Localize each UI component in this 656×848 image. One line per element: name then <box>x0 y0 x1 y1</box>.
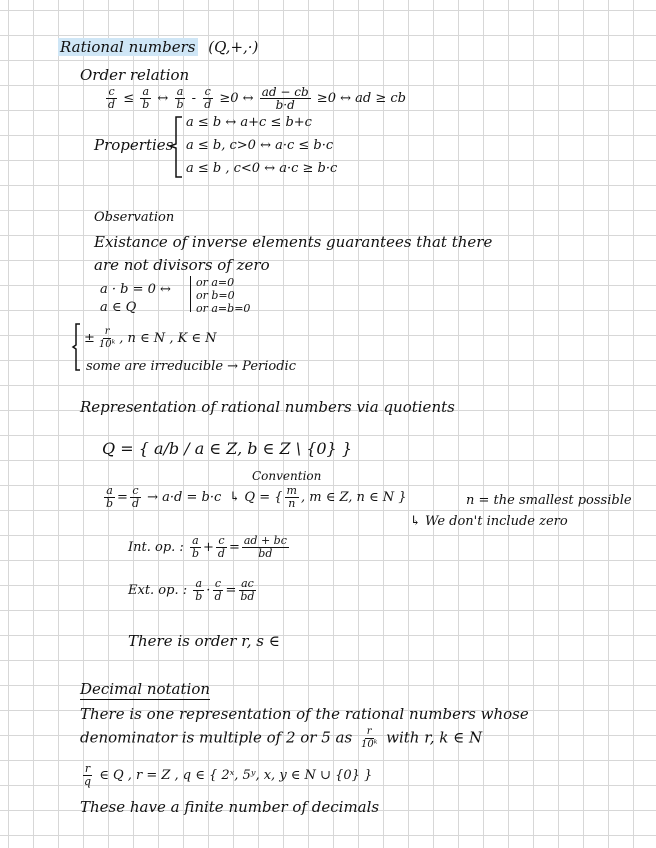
no-zero-note: ↳ We don't include zero <box>410 514 568 529</box>
decimal-line-2: denominator is multiple of 2 or 5 as $\frac{r}{\text{10ᵏ}}$ with r, k ∈ N <box>80 726 483 750</box>
properties-label: Properties <box>94 136 174 154</box>
frac-c-d-2: $\frac{c}{d}$ <box>204 85 212 111</box>
equivalence-line: $\frac{a}{b}$ = $\frac{c}{d}$ → a·d = b·c ↳ Q = { $\frac{m}{n}$ , m ∈ Z, n ∈ N } <box>106 484 407 510</box>
observation-line-1: Existance of inverse elements guarantees that there <box>94 233 493 251</box>
decimal-form: ± $\frac{r}{\text{10ᵏ}}$ , n ∈ N , K ∈ N <box>84 326 217 350</box>
decimal-heading: Decimal notation <box>80 680 211 698</box>
order-end: ≥0 ↔ ad ≥ cb <box>316 91 406 106</box>
decimal-brace <box>72 322 82 372</box>
observation-line-2: are not divisors of zero <box>94 256 270 274</box>
convention-label: Convention <box>252 469 322 483</box>
order-mid: ≥0 ↔ <box>219 91 254 106</box>
convention-note: n = the smallest possible <box>466 493 632 508</box>
order-equation <box>104 86 406 111</box>
frac-ad-cb: $\frac{ad - cb}{b\cdot d}$ <box>261 85 309 112</box>
order-note: There is order r, s ∈ <box>128 632 280 650</box>
property-3: a ≤ b , c<0 ↔ a·c ≥ b·c <box>186 161 338 176</box>
frac-r-10k: $\frac{r}{\text{10ᵏ}}$ <box>98 326 116 350</box>
decimal-line-4: These have a finite number of decimals <box>80 798 380 816</box>
case-3: or a=b=0 <box>196 302 251 315</box>
case-2: or b=0 <box>196 289 235 302</box>
equiv-arrow: ↔ <box>157 91 169 106</box>
decimal-eq: $\frac{r}{q}$ ∈ Q , r = Z , q ∈ { 2ˣ, 5ʸ, x, y ∈ N ∪ {0} } <box>84 762 373 788</box>
order-heading: Order relation <box>80 66 190 84</box>
zero-product-eq: a · b = 0 ↔ <box>100 282 171 297</box>
external-op: Ext. op. : $\frac{a}{b}$ · $\frac{c}{d}$ = $\frac{ac}{bd}$ <box>128 577 255 603</box>
internal-op: Int. op. : $\frac{a}{b}$ + $\frac{c}{d}$ = $\frac{ad + bc}{bd}$ <box>128 534 287 560</box>
cases-bar <box>190 276 191 312</box>
frac-a-b-2: $\frac{a}{b}$ <box>176 85 184 111</box>
property-1: a ≤ b ↔ a+c ≤ b+c <box>186 115 312 130</box>
title-text: Rational numbers <box>60 38 196 56</box>
observation-heading: Observation <box>94 210 175 225</box>
zero-product-cond: a ∈ Q <box>100 300 137 315</box>
representation-heading: Representation of rational numbers via quotients <box>80 398 455 416</box>
irreducible-note: some are irreducible → Periodic <box>86 359 296 374</box>
property-2: a ≤ b, c>0 ↔ a·c ≤ b·c <box>186 138 334 153</box>
q-set-def: Q = { a/b / a ∈ Z, b ∈ Z \ {0} } <box>102 439 352 458</box>
frac-c-d: $\frac{c}{d}$ <box>108 85 116 111</box>
page-title <box>58 38 258 56</box>
frac-m-n: $\frac{m}{n}$ <box>286 484 297 510</box>
decimal-line-1: There is one representation of the rational numbers whose <box>80 705 529 723</box>
minus-sign: - <box>191 91 197 106</box>
le-sign: ≤ <box>123 91 135 106</box>
case-1: or a=0 <box>196 276 235 289</box>
title-structure: (Q,+,·) <box>208 38 259 56</box>
properties-brace <box>168 115 184 179</box>
frac-a-b: $\frac{a}{b}$ <box>142 85 150 111</box>
